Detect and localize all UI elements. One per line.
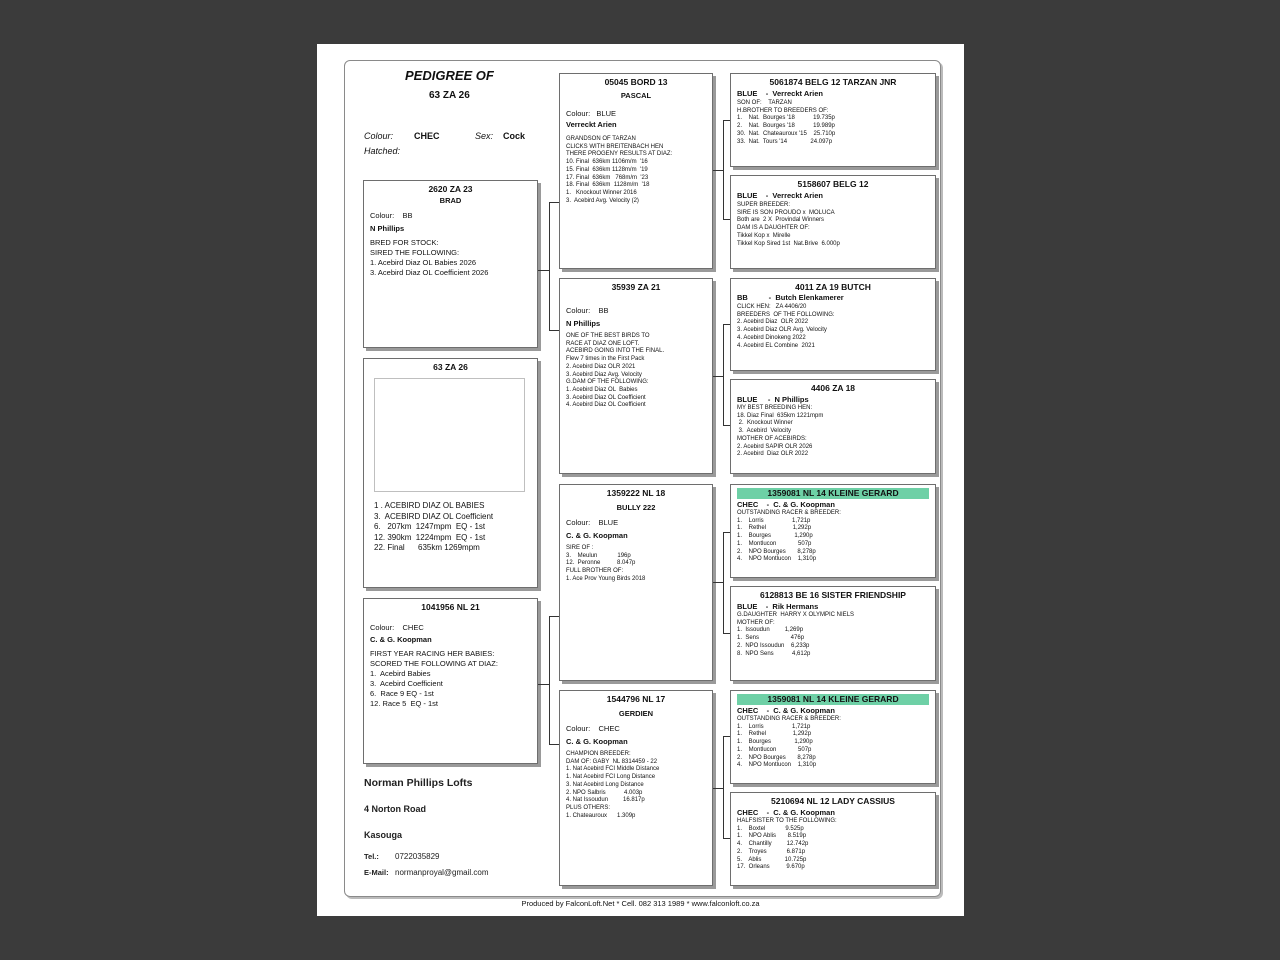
gen2-owner: C. & G. Koopman: [566, 531, 628, 540]
gen3-line: MOTHER OF:: [737, 619, 775, 626]
dam-colour: Colour: CHEC: [370, 623, 424, 632]
gen3-line: DAM IS A DAUGHTER OF:: [737, 225, 810, 232]
gen2-name: PASCAL: [620, 91, 652, 100]
gen2-line: ACEBIRD GOING INTO THE FINAL.: [566, 348, 665, 355]
gen3-notes: [737, 818, 929, 872]
connector-line: [713, 170, 723, 171]
gen3-colour-owner: BB - Butch Elenkamerer: [737, 293, 844, 302]
sire-line: 3. Acebird Diaz OL Coefficient 2026: [370, 268, 489, 277]
gen2-notes: [566, 333, 706, 410]
gen3-line: 2. Acebird Diaz OLR 2022: [737, 319, 809, 326]
connector-line: [549, 616, 550, 745]
gen3-line: 5. Ablis 10.725p: [737, 856, 807, 863]
gen3-line: 1. Rethel 1,292p: [737, 731, 812, 738]
hatched-label: Hatched:: [364, 146, 401, 156]
gen3-box-8: [730, 792, 936, 886]
gen3-ring: 5210694 NL 12 LADY CASSIUS: [771, 796, 895, 806]
connector-line: [549, 616, 559, 617]
gen3-line: 1. Montlucon 507p: [737, 746, 812, 753]
gen2-box-1: [559, 73, 713, 269]
gen2-line: PLUS OTHERS:: [566, 804, 611, 811]
gen3-ring: 5158607 BELG 12: [797, 179, 869, 189]
connector-line: [549, 330, 559, 331]
gen2-line: 17. Final 636km 768m/m '23: [566, 174, 649, 181]
sire-owner: N Phillips: [370, 224, 405, 233]
connector-line: [713, 582, 723, 583]
gen3-ring: 6128813 BE 16 SISTER FRIENDSHIP: [760, 590, 906, 600]
gen3-line: 2. NPO Issoudun 6,233p: [737, 642, 810, 649]
gen3-line: 2. Acebird SAPIR OLR 2026: [737, 443, 813, 450]
gen3-line: 17. Orleans 9.670p: [737, 864, 805, 871]
gen3-line: 2. Nat. Bourges '18 19.989p: [737, 123, 835, 130]
gen3-line: 1. Bourges 1,290p: [737, 739, 813, 746]
bird-line: 6. 207km 1247mpm EQ - 1st: [374, 522, 486, 531]
gen2-colour: Colour: CHEC: [566, 724, 620, 733]
gen3-colour-owner: CHEC - C. & G. Koopman: [737, 500, 835, 509]
sire-line: BRED FOR STOCK:: [370, 238, 439, 247]
sire-colour: Colour: BB: [370, 211, 413, 220]
gen3-notes: [737, 202, 929, 248]
gen2-notes: [566, 136, 706, 205]
gen3-line: 3. Acebird Diaz OLR Avg. Velocity: [737, 327, 827, 334]
connector-line: [723, 532, 724, 634]
owner-town: Kasouga: [364, 830, 403, 840]
gen3-line: Both are 2 X Provindal Winners: [737, 217, 825, 224]
bird-line: 12. 390km 1224mpm EQ - 1st: [374, 532, 486, 542]
gen3-line: 4. Chantilly 12.742p: [737, 841, 809, 848]
gen3-line: 1. Boxtel 9.525p: [737, 825, 804, 832]
gen2-name: BULLY 222: [616, 503, 656, 512]
gen3-notes: [737, 405, 929, 459]
gen3-line: 8. NPO Sens 4,612p: [737, 650, 811, 657]
connector-line: [723, 425, 730, 426]
gen2-line: Flew 7 times in the First Pack: [566, 356, 645, 363]
gen3-line: 2. NPO Bourges 8,278p: [737, 548, 816, 555]
connector-line: [723, 633, 730, 634]
gen2-line: 10. Final 636km 1106m/m '16: [566, 159, 648, 166]
owner-name: Norman Phillips Lofts: [364, 777, 473, 789]
gen2-name: GERDIEN: [618, 709, 654, 718]
owner-email-label: E-Mail:: [364, 868, 389, 877]
pedigree-title: PEDIGREE OF: [405, 68, 494, 83]
gen2-box-2: [559, 278, 713, 474]
connector-line: [723, 838, 730, 839]
connector-line: [538, 270, 549, 271]
sire-line: SIRED THE FOLLOWING:: [370, 248, 460, 257]
gen3-ring: 1359081 NL 14 KLEINE GERARD: [737, 488, 929, 499]
gen2-line: 1. Acebird Diaz OL Babies: [566, 386, 638, 393]
gen3-line: G.DAUGHTER HARRY X OLYMPIC NIELS: [737, 612, 855, 618]
gen3-line: BREEDERS OF THE FOLLOWING:: [737, 311, 835, 318]
sire-box: [363, 180, 538, 348]
gen2-line: G.DAM OF THE FOLLOWING:: [566, 379, 649, 386]
gen3-line: 1. Rethel 1,292p: [737, 525, 812, 532]
sire-notes: [370, 238, 531, 278]
gen3-notes: [737, 304, 929, 350]
gen3-box-1: [730, 73, 936, 167]
gen2-line: 3. Acebird Avg. Velocity (2): [566, 197, 639, 204]
gen2-box-3: [559, 484, 713, 681]
connector-line: [538, 684, 549, 685]
gen2-notes: [566, 545, 706, 584]
gen2-line: CHAMPION BREEDER:: [566, 751, 631, 757]
gen3-line: SON OF: TARZAN: [737, 100, 792, 106]
gen3-line: 2. Troyes 6.871p: [737, 848, 806, 855]
connector-line: [549, 744, 559, 745]
gen3-line: 4. Acebird EL Combine 2021: [737, 342, 815, 349]
sire-name: BRAD: [439, 196, 462, 205]
colour-label: Colour:: [364, 131, 394, 141]
gen2-line: GRANDSON OF TARZAN: [566, 136, 636, 142]
gen3-line: 1. Lorris 1,721p: [737, 723, 811, 730]
gen3-notes: [737, 510, 929, 564]
gen2-colour: Colour: BLUE: [566, 109, 617, 118]
gen3-line: 1. Bourges 1,290p: [737, 533, 813, 540]
gen3-box-4: [730, 379, 936, 474]
gen3-ring: 4011 ZA 19 BUTCH: [795, 282, 871, 292]
gen3-colour-owner: BLUE - Verreckt Arien: [737, 191, 824, 200]
gen3-line: 4. NPO Montlucon 1,310p: [737, 556, 817, 563]
dam-line: 12. Race 5 EQ - 1st: [370, 699, 438, 708]
gen2-owner: Verreckt Arien: [566, 120, 617, 129]
pedigree-page: [317, 44, 964, 916]
gen2-line: 18. Final 636km 1128m/m '18: [566, 182, 650, 189]
pedigree-ring: 63 ZA 26: [429, 90, 470, 101]
gen2-line: 1. Knockout Winner 2016: [566, 189, 637, 196]
gen3-notes: [737, 716, 929, 770]
connector-line: [723, 736, 730, 737]
connector-line: [723, 219, 730, 220]
gen3-line: 18. Diaz Final 635km 1221mpm: [737, 412, 824, 419]
gen2-line: THERE PROGENY RESULTS AT DIAZ:: [566, 151, 673, 158]
sex-value: Cock: [503, 131, 526, 141]
gen2-ring: 1359222 NL 18: [606, 488, 666, 498]
connector-line: [723, 120, 730, 121]
gen3-line: 4. NPO Montlucon 1,310p: [737, 762, 817, 769]
gen3-line: 1. Issoudun 1,269p: [737, 627, 804, 634]
owner-tel-label: Tel.:: [364, 852, 379, 861]
gen2-line: 1. Ace Prov Young Birds 2018: [566, 575, 646, 582]
gen3-line: 2. NPO Bourges 8,278p: [737, 754, 816, 761]
footer-credit: Produced by FalconLoft.Net * Cell. 082 313 1989 * www.falconloft.co.za: [521, 899, 760, 908]
bird-results: [374, 501, 493, 554]
gen3-colour-owner: BLUE - Rik Hermans: [737, 602, 819, 611]
dam-line: 6. Race 9 EQ - 1st: [370, 689, 434, 698]
gen3-ring: 5061874 BELG 12 TARZAN JNR: [769, 77, 897, 87]
gen2-colour: Colour: BB: [566, 306, 609, 315]
gen3-notes: [737, 612, 929, 658]
dam-box: [363, 598, 538, 764]
gen3-box-5: [730, 484, 936, 578]
dam-line: 1. Acebird Babies: [370, 669, 431, 678]
bird-line: 1 . ACEBIRD DIAZ OL BABIES: [374, 501, 485, 510]
gen2-line: 4. Nat Issoudun 16.817p: [566, 797, 645, 804]
gen3-box-3: [730, 278, 936, 371]
gen2-line: 2. Acebird Diaz OLR 2021: [566, 363, 636, 370]
gen3-line: 4. Acebird Dinokeng 2022: [737, 334, 806, 341]
gen3-line: Tikkel Kop x Mirelle: [737, 232, 791, 239]
colour-value: CHEC: [414, 131, 440, 141]
gen3-line: 1. Lorris 1,721p: [737, 517, 811, 524]
gen2-ring: 35939 ZA 21: [611, 282, 661, 292]
sire-line: 1. Acebird Diaz OL Babies 2026: [370, 258, 477, 267]
gen2-line: ONE OF THE BEST BIRDS TO: [566, 333, 650, 339]
gen2-line: 1. Nat Acebird FCI Long Distance: [566, 774, 656, 781]
connector-line: [723, 120, 724, 220]
gen3-line: OUTSTANDING RACER & BREEDER:: [737, 716, 841, 722]
bird-photo-placeholder: [374, 378, 525, 492]
connector-line: [723, 324, 724, 426]
gen3-line: 30. Nat. Chateauroux '15 25.710p: [737, 130, 836, 137]
gen2-line: 15. Final 636km 1128m/m '19: [566, 166, 648, 173]
gen2-line: RACE AT DIAZ ONE LOFT.: [566, 340, 640, 347]
gen3-line: 1. Nat. Bourges '18 19.735p: [737, 115, 835, 122]
gen3-ring: 4406 ZA 18: [810, 383, 856, 393]
gen2-line: 2. NPO Salbris 4.003p: [566, 789, 643, 796]
gen3-line: CLICK HEN: ZA 4406/20: [737, 304, 807, 310]
dam-ring: 1041956 NL 21: [421, 602, 480, 612]
gen2-ring: 05045 BORD 13: [604, 77, 668, 87]
gen2-box-4: [559, 690, 713, 886]
gen3-box-2: [730, 175, 936, 269]
gen2-line: 1. Nat Acebird FCI Middle Distance: [566, 766, 660, 773]
gen3-box-7: [730, 690, 936, 784]
gen3-colour-owner: BLUE - Verreckt Arien: [737, 89, 824, 98]
bird-line: 22. Final 635km 1269mpm: [374, 543, 480, 552]
gen2-line: CLICKS WITH BREITENBACH HEN: [566, 143, 664, 150]
connector-line: [723, 532, 730, 533]
sire-ring: 2620 ZA 23: [428, 184, 473, 194]
gen3-line: 2. Knockout Winner: [737, 420, 793, 427]
gen3-line: H.BROTHER TO BREEDERS OF:: [737, 107, 829, 114]
owner-tel: 0722035829: [395, 852, 440, 861]
connector-line: [723, 736, 724, 839]
gen2-line: 12. Peronne 8.047p: [566, 560, 636, 567]
dam-line: 3. Acebird Coefficient: [370, 679, 443, 688]
gen2-line: 3. Meulun 196p: [566, 552, 631, 559]
dam-owner: C. & G. Koopman: [370, 635, 432, 644]
gen3-line: Tikkel Kop Sired 1st Nat.Brive 6.000p: [737, 240, 840, 247]
gen3-line: OUTSTANDING RACER & BREEDER:: [737, 510, 841, 516]
gen3-line: MOTHER OF ACEBIRDS:: [737, 435, 807, 442]
owner-address: 4 Norton Road: [364, 804, 426, 814]
owner-email: normanproyal@gmail.com: [395, 868, 489, 877]
gen2-ring: 1544796 NL 17: [606, 694, 666, 704]
gen2-notes: [566, 751, 706, 820]
gen3-line: HALFSISTER TO THE FOLLOWING:: [737, 818, 837, 824]
gen3-line: SUPER BREEDER:: [737, 202, 791, 208]
connector-line: [723, 324, 730, 325]
gen3-colour-owner: CHEC - C. & G. Koopman: [737, 706, 835, 715]
gen3-box-6: [730, 586, 936, 681]
gen2-line: DAM OF: GABY NL 8314459 - 22: [566, 758, 658, 765]
gen3-line: 1. Montlucon 507p: [737, 540, 812, 547]
sex-label: Sex:: [475, 131, 494, 141]
bird-line: 3. ACEBIRD DIAZ OL Coefficient: [374, 511, 494, 521]
gen3-notes: [737, 100, 929, 146]
connector-line: [549, 202, 550, 331]
bird-ring: 63 ZA 26: [433, 362, 468, 372]
gen3-line: MY BEST BREEDING HEN:: [737, 405, 813, 411]
bird-box: [363, 358, 538, 588]
gen3-line: SIRE IS SON PROUDO x MOLUCA: [737, 209, 835, 216]
gen3-colour-owner: BLUE - N Phillips: [737, 395, 809, 404]
gen2-line: FULL BROTHER OF:: [566, 568, 624, 575]
gen3-line: 3. Acebird Velocity: [737, 428, 792, 435]
gen3-ring: 1359081 NL 14 KLEINE GERARD: [737, 694, 929, 705]
connector-line: [713, 788, 723, 789]
connector-line: [713, 376, 723, 377]
gen2-line: 4. Acebird Diaz OL Coefficient: [566, 402, 646, 409]
gen2-line: 3. Acebird Diaz Avg. Velocity: [566, 371, 642, 378]
gen3-line: 1. Sens 476p: [737, 635, 805, 642]
gen3-colour-owner: CHEC - C. & G. Koopman: [737, 808, 835, 817]
dam-notes: [370, 649, 531, 709]
gen3-line: 1. NPO Ablis 8.519p: [737, 833, 807, 840]
gen3-line: 33. Nat. Tours '14 24.097p: [737, 138, 833, 145]
dam-line: SCORED THE FOLLOWING AT DIAZ:: [370, 659, 498, 668]
gen2-owner: C. & G. Koopman: [566, 737, 628, 746]
dam-line: FIRST YEAR RACING HER BABIES:: [370, 649, 495, 658]
gen2-line: 3. Nat Acebird Long Distance: [566, 781, 644, 788]
gen2-line: SIRE OF :: [566, 545, 594, 551]
connector-line: [549, 202, 559, 203]
gen2-colour: Colour: BLUE: [566, 518, 619, 527]
gen3-line: 2. Acebird Diaz OLR 2022: [737, 451, 809, 458]
gen2-owner: N Phillips: [566, 319, 601, 328]
gen2-line: 3. Acebird Diaz OL Coefficient: [566, 394, 646, 401]
gen2-line: 1. Chateauroux 1.309p: [566, 812, 636, 819]
